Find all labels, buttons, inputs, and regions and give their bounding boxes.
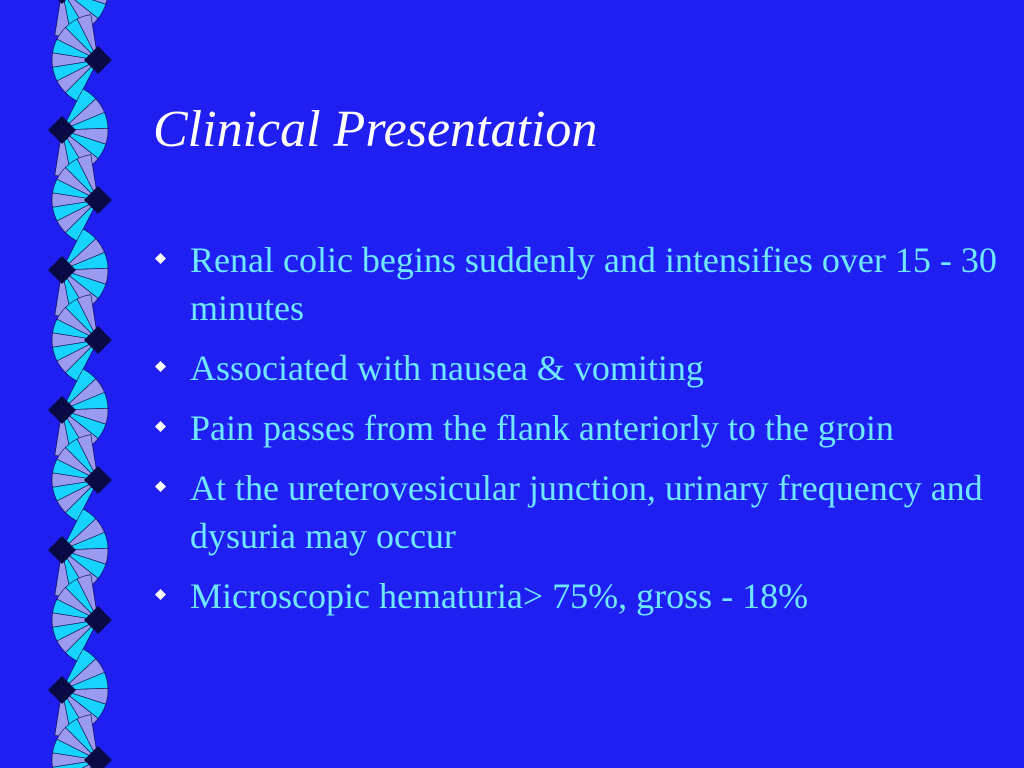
bullet-text: At the ureterovesicular junction, urinary frequency and dysuria may occur (190, 468, 983, 556)
bullet-text: Microscopic hematuria> 75%, gross - 18% (190, 576, 809, 616)
bullet-item (150, 464, 1000, 560)
bullet-item (150, 236, 1000, 332)
diamond-bullet-icon (155, 421, 166, 432)
diamond-bullet-icon (155, 481, 166, 492)
diamond-bullet-icon (155, 589, 166, 600)
diamond-bullet-icon (155, 253, 166, 264)
bullet-text: Associated with nausea & vomiting (190, 348, 704, 388)
bullet-text: Renal colic begins suddenly and intensifies over 15 - 30 minutes (190, 240, 997, 328)
fan-chain-decoration (0, 0, 140, 768)
bullet-text: Pain passes from the flank anteriorly to the groin (190, 408, 894, 448)
bullet-item (150, 404, 1000, 452)
slide-title: Clinical Presentation (153, 101, 598, 158)
bullet-item (150, 344, 1000, 392)
bullet-list (150, 236, 1000, 632)
diamond-bullet-icon (155, 361, 166, 372)
bullet-item (150, 572, 1000, 620)
